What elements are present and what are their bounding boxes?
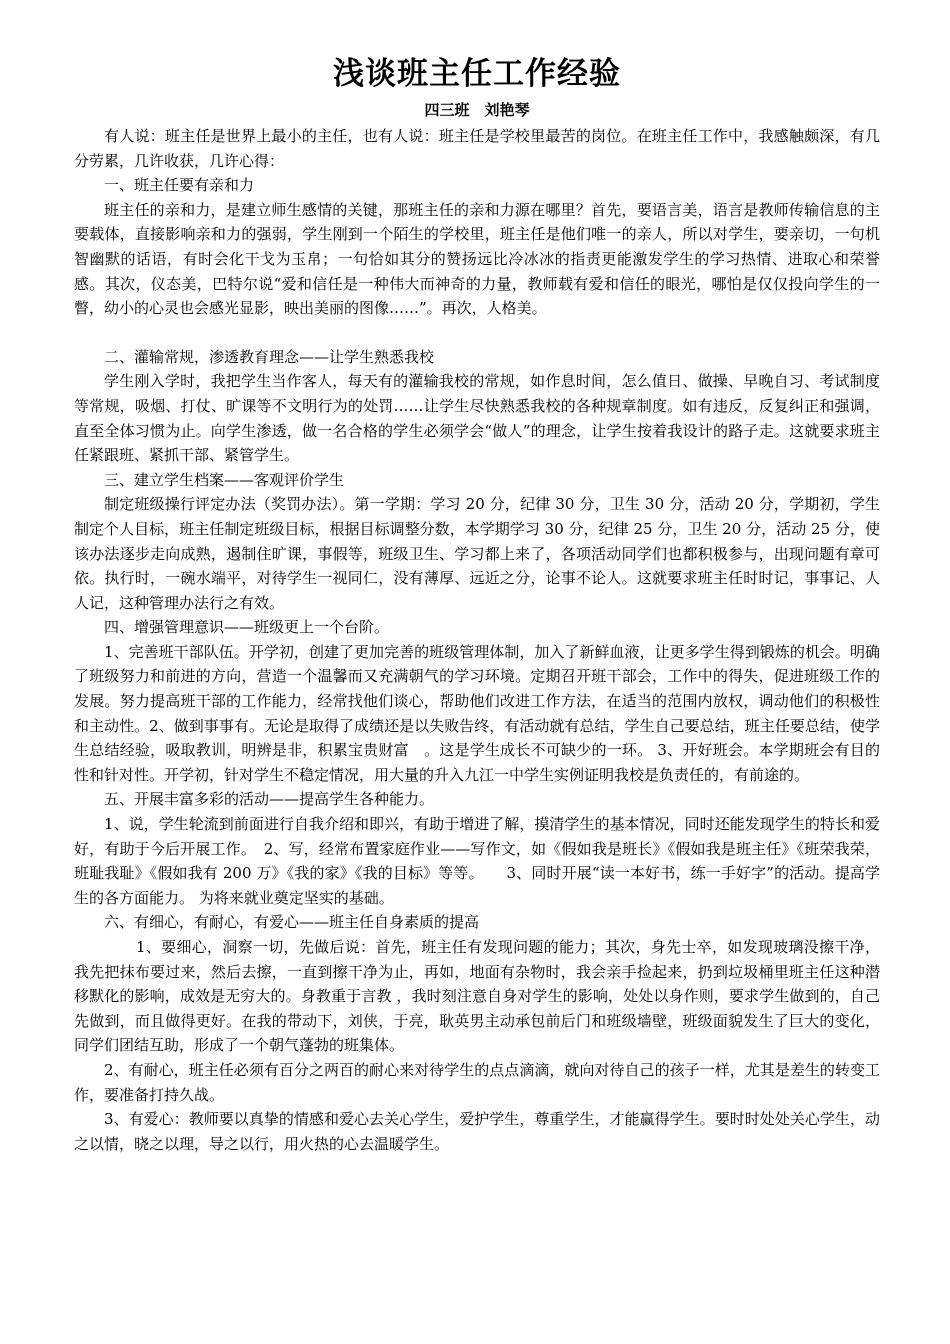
section-heading-1: 一、班主任要有亲和力 bbox=[104, 176, 255, 195]
intro-paragraph: 有人说：班主任是世界上最小的主任，也有人说：班主任是学校里最苦的岗位。在班主任工作中，我感触颇深，有几分劳累，几许收获，几许心得： bbox=[74, 127, 880, 170]
body-paragraph: 1、完善班干部队伍。开学初，创建了更加完善的班级管理体制，加入了新鲜血液，让更多学生得到锻炼的机会。明确了班级努力和前进的方向，营造一个温馨而又充满朝气的学习环境。定期召开班干部会，工作中的得失，促进班级工作的发展。努力提高班干部的工作能力，经常找他们谈心，帮助他们改进工作方法，在适当的范围内放权，调动他们的积极性和主动性。2、做到事事有。无论是取得了成绩还是以失败告终，有活动就有总结，学生自己要总结，班主任要总结，使学生总结经验，吸取教训，明辨是非，积累宝贵财富 。这是学生成长不可缺少的一环。 3、开好班会。本学期班会有目的性和针对性。开学初，针对学生不稳定情况，用大量的升入九江一中学生实例证明我校是负责任的，有前途的。 bbox=[74, 642, 880, 784]
section-heading-3: 三、建立学生档案——客观评价学生 bbox=[104, 470, 345, 489]
body-paragraph: 1、要细心，洞察一切，先做后说：首先，班主任有发现问题的能力；其次，身先士卒，如发现玻璃没擦干净，我先把抹布要过来，然后去擦，一直到擦干净为止，再如，地面有杂物时，我会亲手捡起来，扔到垃圾桶里班主任这种潜移默化的影响，成效是无穷大的。身教重于言教 ，我时刻注意自身对学生的影响，处处以身作则，要求学生做到的，自己先做到，而且做得更好。在我的带动下，刘侠，于亮，耿英男主动承包前后门和班级墙壁，班级面貌发生了巨大的变化，同学们团结互助，形成了一个朝气蓬勃的班集体。 bbox=[74, 938, 880, 1055]
section-heading-2: 二、灌输常规，渗透教育理念——让学生熟悉我校 bbox=[104, 347, 435, 366]
document-author: 四三班 刘艳琴 bbox=[424, 101, 530, 119]
section-heading-4: 四、增强管理意识——班级更上一个台阶。 bbox=[104, 618, 390, 637]
paragraph-gap bbox=[74, 321, 880, 345]
section-heading-6: 六、有细心，有耐心，有爱心——班主任自身素质的提高 bbox=[104, 913, 480, 932]
body-paragraph: 制定班级操行评定办法（奖罚办法）。第一学期：学习 20 分，纪律 30 分，卫生 30 分，活动 20 分，学期初，学生制定个人目标，班主任制定班级目标，根据目标调整分数，本学期学习 30 分，纪律 25 分，卫生 20 分，活动 25 分，使该办法逐步走向成熟，遏制住旷课，事假等，班级卫生、学习都上来了，各项活动同学们也都积极参与，出现问题有章可依。执行时，一碗水端平，对待学生一视同仁，没有薄厚、远近之分，论事不论人。这就要求班主任时时记，事事记、人人记，这种管理办法行之有效。 bbox=[74, 495, 880, 612]
body-paragraph: 3、有爱心：教师要以真挚的情感和爱心去关心学生，爱护学生，尊重学生，才能赢得学生。要时时处处关心学生，动之以情，晓之以理，导之以行，用火热的心去温暖学生。 bbox=[74, 1110, 880, 1153]
document-title: 浅谈班主任工作经验 bbox=[333, 56, 621, 92]
document-page bbox=[74, 0, 880, 1156]
body-paragraph: 1、说，学生轮流到前面进行自我介绍和即兴，有助于增进了解，摸清学生的基本情况，同时还能发现学生的特长和爱好，有助于今后开展工作。 2、写，经常布置家庭作业——写作文，如《假如我是班长》《假如我是班主任》《班荣我荣，班耻我耻》《假如我有 200 万》《我的家》《我的目标》等等。 3、同时开展“读一本好书，练一手好字”的活动。提高学生的各方面能力。 为将来就业奠定坚实的基础。 bbox=[74, 815, 880, 907]
body-paragraph: 班主任的亲和力，是建立师生感情的关键，那班主任的亲和力源在哪里？首先，要语言美，语言是教师传输信息的主要载体，直接影响亲和力的强弱，学生刚到一个陌生的学校里，班主任是他们唯一的亲人，所以对学生，要亲切，一句机智幽默的话语，有时会化干戈为玉帛；一句恰如其分的赞扬远比冷冰冰的指责更能激发学生的学习热情、进取心和荣誉感。其次，仪态美，巴特尔说“爱和信任是一种伟大而神奇的力量，教师载有爱和信任的眼光，哪怕是仅仅投向学生的一瞥，幼小的心灵也会感光显影，映出美丽的图像……”。再次，人格美。 bbox=[74, 200, 880, 318]
body-paragraph: 学生刚入学时，我把学生当作客人，每天有的灌输我校的常规，如作息时间，怎么值日、做操、早晚自习、考试制度等常规，吸烟、打仗、旷课等不文明行为的处罚……让学生尽快熟悉我校的各种规章制度。如有违反，反复纠正和强调，直至全体习惯为止。向学生渗透，做一名合格的学生必须学会“做人”的理念，让学生按着我设计的路子走。这就要求班主任紧跟班、紧抓干部、紧管学生。 bbox=[74, 372, 880, 465]
body-paragraph: 2、有耐心，班主任必须有百分之两百的耐心来对待学生的点点滴滴，就向对待自己的孩子一样，尤其是差生的转变工作，要准备打持久战。 bbox=[74, 1060, 880, 1104]
document-body bbox=[74, 124, 880, 1156]
section-heading-5: 五、开展丰富多彩的活动——提高学生各种能力。 bbox=[104, 790, 435, 809]
